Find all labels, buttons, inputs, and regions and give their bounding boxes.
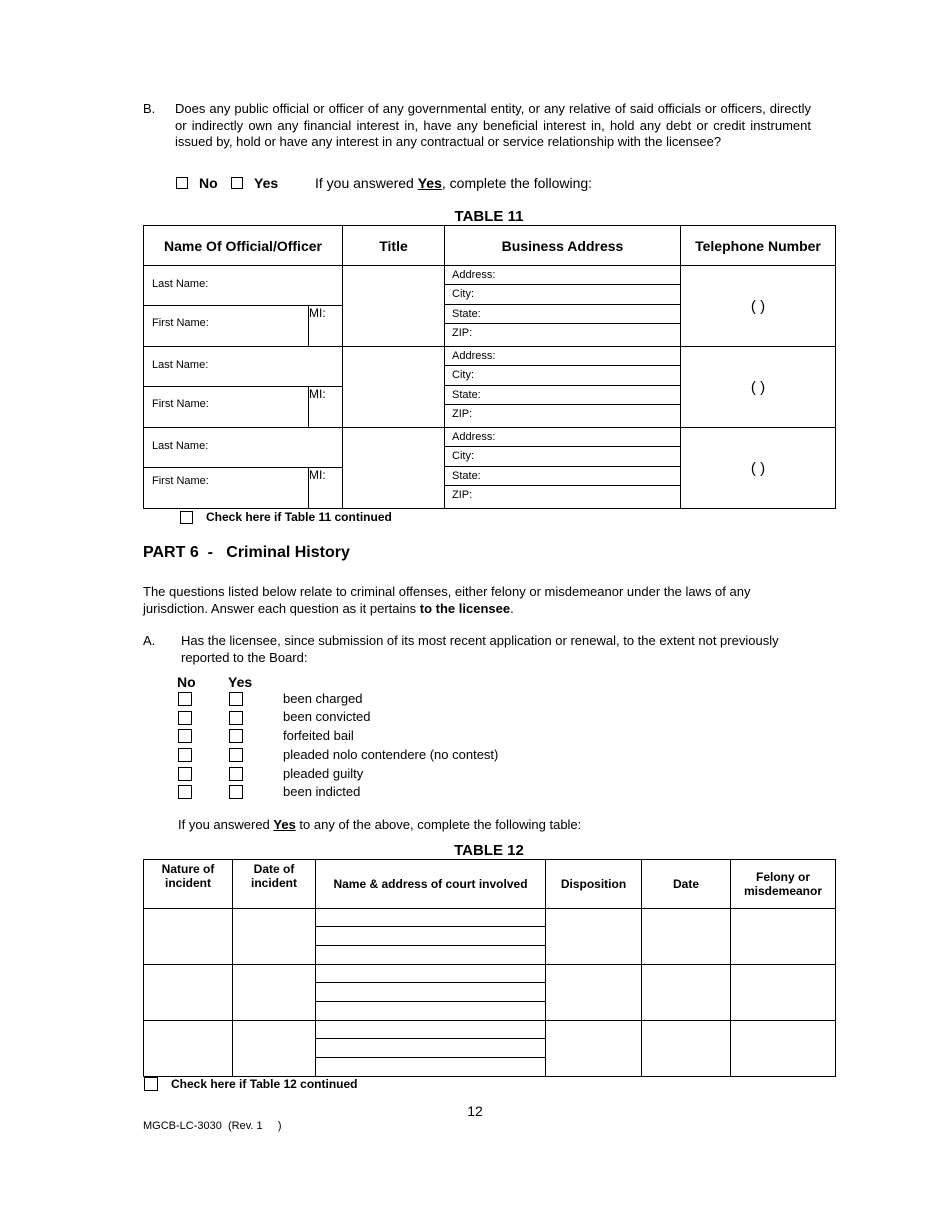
first-name-field[interactable]: First Name:	[152, 317, 209, 329]
date-cell[interactable]	[642, 1021, 731, 1077]
title-field[interactable]	[343, 428, 445, 509]
item-yes-checkbox[interactable]	[229, 711, 243, 725]
section-b-no-checkbox[interactable]	[176, 177, 188, 189]
table11-continued-label: Check here if Table 11 continued	[206, 510, 392, 524]
section-b-followup: If you answered Yes, complete the following:	[315, 175, 593, 191]
table12-header-date: Date	[642, 860, 731, 909]
court-line[interactable]	[316, 1021, 545, 1039]
disposition-cell[interactable]	[546, 965, 642, 1021]
table11-row	[144, 347, 836, 428]
table12-continued-checkbox[interactable]	[144, 1077, 158, 1091]
table11-header-phone: Telephone Number	[681, 226, 836, 266]
title-field[interactable]	[343, 347, 445, 428]
table12-continued-label: Check here if Table 12 continued	[171, 1077, 358, 1091]
part6-followup: If you answered Yes to any of the above, complete the following table:	[178, 817, 582, 832]
table11-header-title: Title	[343, 226, 445, 266]
question-a-letter: A.	[143, 633, 156, 648]
court-line[interactable]	[316, 1039, 545, 1057]
item-yes-checkbox[interactable]	[229, 748, 243, 762]
felony-cell[interactable]	[731, 965, 836, 1021]
item-label: been indicted	[283, 784, 361, 799]
address-field[interactable]: Address:	[445, 266, 680, 285]
page-number: 12	[467, 1103, 483, 1119]
item-yes-checkbox[interactable]	[229, 692, 243, 706]
address-field[interactable]: Address:	[445, 347, 680, 366]
table12-header-court: Name & address of court involved	[316, 860, 546, 909]
table12-title: TABLE 12	[454, 842, 524, 859]
table11-row	[144, 428, 836, 509]
zip-field[interactable]: ZIP:	[452, 407, 473, 420]
table11-row	[144, 266, 836, 347]
first-name-field[interactable]: First Name:	[152, 398, 209, 410]
date-cell[interactable]	[642, 965, 731, 1021]
telephone-field[interactable]: ( )	[681, 266, 836, 347]
nature-cell[interactable]	[144, 965, 233, 1021]
disposition-cell[interactable]	[546, 1021, 642, 1077]
zip-field[interactable]: ZIP:	[452, 326, 473, 339]
table11	[143, 225, 836, 509]
item-yes-checkbox[interactable]	[229, 729, 243, 743]
table11-continued-checkbox[interactable]	[180, 511, 193, 524]
item-label: pleaded nolo contendere (no contest)	[283, 747, 499, 762]
item-label: been convicted	[283, 709, 371, 724]
nature-cell[interactable]	[144, 1021, 233, 1077]
item-label: been charged	[283, 691, 363, 706]
middle-initial-field[interactable]: MI:	[308, 387, 342, 427]
city-field[interactable]: City:	[445, 447, 680, 466]
telephone-field[interactable]: ( )	[681, 428, 836, 509]
last-name-field[interactable]: Last Name:	[144, 428, 342, 468]
last-name-field[interactable]: Last Name:	[144, 347, 342, 387]
question-a-text: Has the licensee, since submission of its most recent application or renewal, to the extent not previously reported to the Board:	[181, 633, 779, 665]
table11-header-address: Business Address	[445, 226, 681, 266]
col-yes-header: Yes	[228, 674, 253, 690]
address-field[interactable]: Address:	[445, 428, 680, 447]
item-no-checkbox[interactable]	[178, 711, 192, 725]
zip-field[interactable]: ZIP:	[452, 488, 473, 501]
part6-heading: PART 6 - Criminal History	[143, 544, 350, 561]
disposition-cell[interactable]	[546, 909, 642, 965]
date-of-incident-cell[interactable]	[233, 965, 316, 1021]
table12-row	[144, 909, 836, 965]
item-no-checkbox[interactable]	[178, 767, 192, 781]
part6-intro: The questions listed below relate to criminal offenses, either felony or misdemeanor under the laws of any jurisdiction. Answer each question as it pertains to the licensee.	[143, 584, 751, 616]
city-field[interactable]: City:	[445, 285, 680, 304]
table12-header-felony: Felony or misdemeanor	[731, 860, 836, 909]
table12-header-date-incident: Date of incident	[233, 860, 316, 909]
item-label: pleaded guilty	[283, 766, 364, 781]
court-line[interactable]	[316, 983, 545, 1001]
table12-row	[144, 1021, 836, 1077]
telephone-field[interactable]: ( )	[681, 347, 836, 428]
section-b-yes-label: Yes	[254, 175, 279, 191]
court-line[interactable]	[316, 946, 545, 964]
table12-header-disposition: Disposition	[546, 860, 642, 909]
table11-title: TABLE 11	[454, 208, 524, 225]
court-line[interactable]	[316, 965, 545, 983]
middle-initial-field[interactable]: MI:	[308, 306, 342, 346]
last-name-field[interactable]: Last Name:	[144, 266, 342, 306]
item-no-checkbox[interactable]	[178, 729, 192, 743]
state-field[interactable]: State:	[445, 305, 680, 324]
section-b-question: Does any public official or officer of any governmental entity, or any relative of said officials or officers, directly or indirectly own any financial interest in, have any beneficial interest in, hold any debt or credit instrument issued by, hold or have any interest in any contractual or service relationship with the licensee?	[175, 101, 811, 149]
date-of-incident-cell[interactable]	[233, 1021, 316, 1077]
item-yes-checkbox[interactable]	[229, 767, 243, 781]
col-no-header: No	[177, 674, 196, 690]
item-label: forfeited bail	[283, 728, 354, 743]
middle-initial-field[interactable]: MI:	[308, 468, 342, 508]
state-field[interactable]: State:	[445, 467, 680, 486]
court-line[interactable]	[316, 1058, 545, 1076]
state-field[interactable]: State:	[445, 386, 680, 405]
felony-cell[interactable]	[731, 909, 836, 965]
item-yes-checkbox[interactable]	[229, 785, 243, 799]
title-field[interactable]	[343, 266, 445, 347]
nature-cell[interactable]	[144, 909, 233, 965]
table11-header-name: Name Of Official/Officer	[144, 226, 343, 266]
court-line[interactable]	[316, 927, 545, 945]
city-field[interactable]: City:	[445, 366, 680, 385]
section-b-yes-checkbox[interactable]	[231, 177, 243, 189]
section-b-letter: B.	[143, 101, 156, 116]
form-id: MGCB-LC-3030 (Rev. 1 )	[143, 1120, 282, 1132]
table12	[143, 859, 836, 1077]
item-no-checkbox[interactable]	[178, 785, 192, 799]
date-cell[interactable]	[642, 909, 731, 965]
section-b-no-label: No	[199, 175, 218, 191]
felony-cell[interactable]	[731, 1021, 836, 1077]
court-line[interactable]	[316, 909, 545, 927]
first-name-field[interactable]: First Name:	[152, 475, 209, 487]
table12-header-nature: Nature of incident	[144, 860, 233, 909]
date-of-incident-cell[interactable]	[233, 909, 316, 965]
item-no-checkbox[interactable]	[178, 748, 192, 762]
court-line[interactable]	[316, 1002, 545, 1020]
table12-row	[144, 965, 836, 1021]
item-no-checkbox[interactable]	[178, 692, 192, 706]
